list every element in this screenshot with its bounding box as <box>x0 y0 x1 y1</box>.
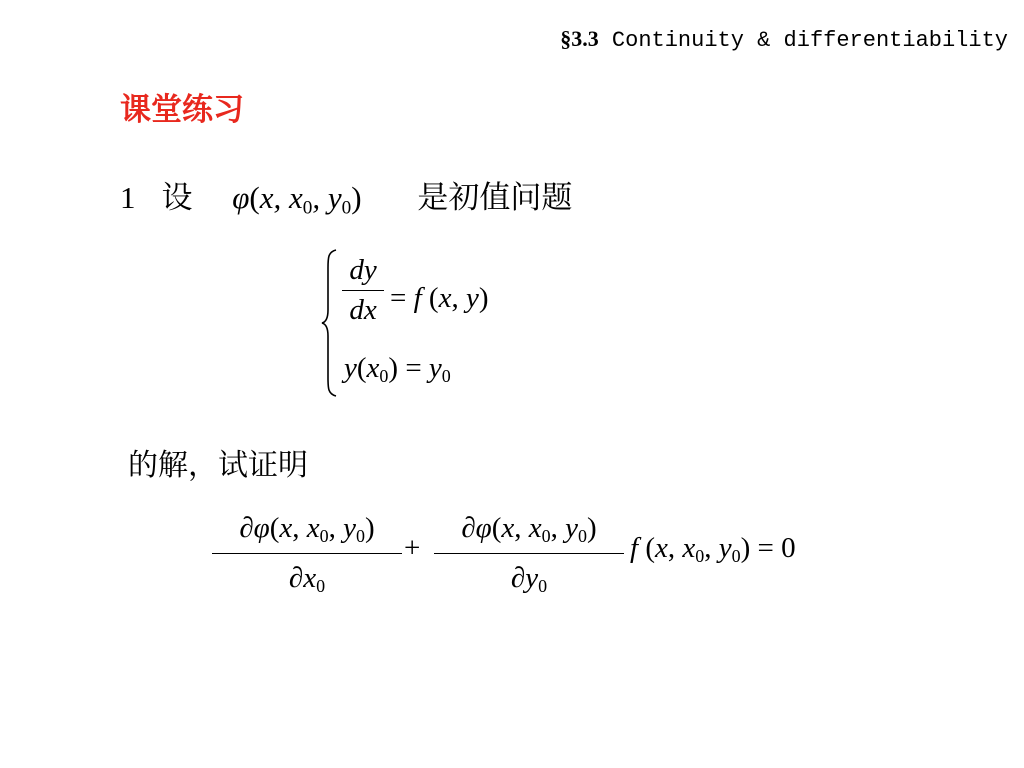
final-term: f (x, $x_0$, $y_0) = 0$ <box>630 532 796 567</box>
section-number: §3.3 <box>560 26 599 51</box>
prove-statement: 的解，试证明 <box>128 448 308 483</box>
left-brace <box>320 248 340 398</box>
ode-rhs: = f (x, y) <box>390 282 489 314</box>
let-word: 设 <box>161 180 193 216</box>
partial-fraction-x0: ∂φ(x, $x_0$, $y_0$) $\partial x_0$ <box>212 512 402 596</box>
problem-number: 1 <box>120 180 136 215</box>
derivative-dy-dx: dy dx <box>342 254 384 328</box>
initial-condition: $y(x_0) = y_0$ <box>344 352 451 387</box>
section-header <box>560 26 1008 53</box>
problem-text: 是初值问题 <box>417 180 573 216</box>
problem-statement <box>120 172 572 219</box>
section-title-text: Continuity & differentiability <box>598 28 1008 53</box>
phi-function: φ(x, $x_0$, $y_0$) <box>232 180 362 219</box>
partial-fraction-y0: ∂φ(x, $x_0$, $y_0$) $\partial y_0$ <box>434 512 624 596</box>
plus-sign: + <box>404 532 421 564</box>
exercise-heading: 课堂练习 <box>120 92 244 128</box>
